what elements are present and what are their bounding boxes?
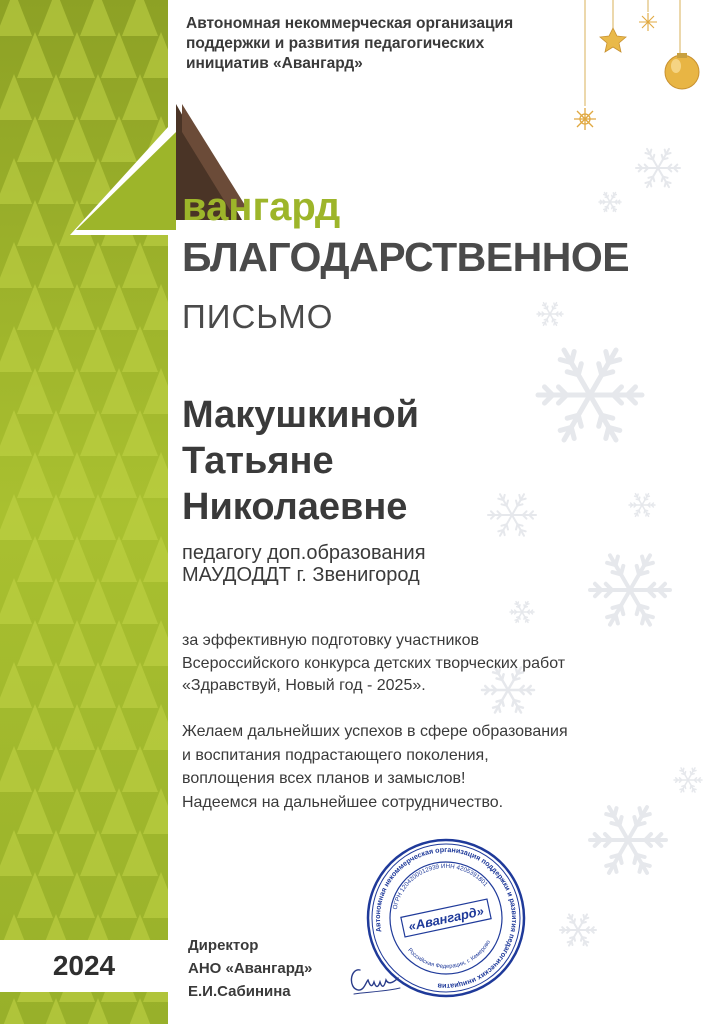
signer-name: Е.И.Сабинина [188,983,291,1000]
org-line-2: поддержки и развития педагогических [186,35,485,52]
org-line-1: Автономная некоммерческая организация [186,15,514,32]
recipient-name [182,392,419,530]
wishes-line-3: воплощения всех планов и замыслов! [182,770,466,787]
logo-wordmark: вангард [182,185,341,229]
award-reason [182,630,565,698]
document-title: БЛАГОДАРСТВЕННОЕ [182,234,630,280]
recipient-surname: Макушкиной [182,394,419,436]
wishes-line-1: Желаем дальнейших успехов в сфере образования [182,723,568,740]
logo-green-triangle-icon [76,132,176,230]
organization-header [186,14,606,74]
document-subtitle: ПИСЬМО [182,298,334,335]
reason-line-1: за эффективную подготовку участников [182,632,479,649]
position-line-2: МАУДОДДТ г. Звенигород [182,564,420,586]
handwritten-signature-icon [346,958,402,998]
year-label: 2024 [52,950,116,981]
signer-title: Директор [188,937,259,954]
stamp-region-text: Российская Федерация, г. Кемерово [406,939,492,971]
signature-block [188,934,312,1003]
reason-line-3: «Здравствуй, Новый год - 2025». [182,677,426,694]
recipient-patronymic: Николаевне [182,486,408,528]
wishes-line-4: Надеемся на дальнейшее сотрудничество. [182,793,504,811]
wishes-line-2: и воспитания подрастающего поколения, [182,746,489,764]
stamp-info-text: ОГРН 1204200012939 ИНН 4205391801 [391,862,489,911]
recipient-first-name: Татьяне [182,440,334,482]
reason-line-2: Всероссийского конкурса детских творческих работ [182,654,566,672]
stamp-center-text: «Авангард» [407,903,486,934]
recipient-position [182,542,426,586]
position-line-1: педагогу доп.образования [182,542,426,564]
avangard-logo [70,92,380,242]
stamp-ring-text: Автономная некоммерческая организация поддержки и развития педагогических инициатив [372,844,520,992]
signer-org: АНО «Авангард» [188,960,313,977]
org-line-3: инициатив «Авангард» [186,55,363,72]
wishes-paragraph [182,720,568,814]
year-box [0,940,168,992]
